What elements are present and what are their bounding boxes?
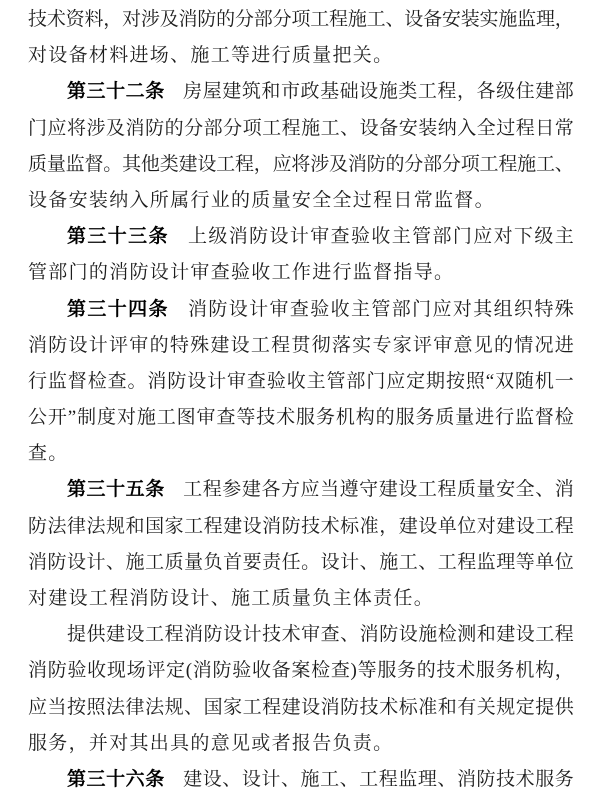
line-text: 消防设计审查验收主管部门应对其组织特殊	[185, 298, 573, 320]
article-heading-line	[28, 74, 573, 110]
line-text: 消防设计评审的特殊建设工程贯彻落实专家评审意见的情况进	[28, 334, 573, 356]
line-text: 上级消防设计审查验收主管部门应对下级主	[185, 226, 573, 248]
article-heading-gap	[169, 314, 186, 315]
line-text: 公开”制度对施工图审查等技术服务机构的服务质量进行监督检	[28, 407, 573, 429]
line-text: 质量监督。其他类建设工程，应将涉及消防的分部分项工程施工、	[28, 153, 573, 175]
line-text: 建设、设计、施工、工程监理、消防技术服务	[181, 768, 573, 790]
text-line	[28, 328, 573, 364]
line-text: 设备安装纳入所属行业的质量安全全过程日常监督。	[28, 189, 495, 211]
line-text: 消防验收现场评定(消防验收备案检查)等服务的技术服务机构，	[28, 660, 573, 682]
line-text: 防法律法规和国家工程建设消防技术标准，建设单位对建设工程	[28, 515, 573, 537]
line-text: 对建设工程消防设计、施工质量负主体责任。	[28, 588, 435, 609]
article-heading-line	[28, 219, 573, 255]
text-line	[28, 617, 573, 653]
text-line	[28, 545, 573, 581]
line-text: 对设备材料进场、施工等进行质量把关。	[28, 45, 394, 67]
line-text: 查。	[28, 443, 69, 465]
article-heading-gap	[165, 784, 182, 785]
article-number: 第三十六条	[67, 768, 165, 790]
line-text: 技术资料，对涉及消防的分部分项工程施工、设备安装实施监理，	[28, 9, 573, 30]
text-line	[28, 255, 573, 291]
article-number: 第三十五条	[67, 479, 165, 501]
article-heading-line	[28, 472, 573, 508]
text-line	[28, 2, 573, 38]
text-line	[28, 183, 573, 219]
text-line	[28, 509, 573, 545]
text-line	[28, 400, 573, 436]
article-number: 第三十二条	[67, 81, 165, 103]
article-heading-gap	[165, 494, 182, 495]
text-line	[28, 726, 573, 762]
article-heading-gap	[169, 241, 186, 242]
article-heading-line	[28, 292, 573, 328]
line-text: 管部门的消防设计审查验收工作进行监督指导。	[28, 262, 455, 284]
text-line	[28, 581, 573, 617]
line-text: 门应将涉及消防的分部分项工程施工、设备安装纳入全过程日常	[28, 117, 573, 139]
line-text: 房屋建筑和市政基础设施类工程，各级住建部	[181, 81, 573, 103]
text-line	[28, 147, 573, 183]
text-line	[28, 111, 573, 147]
text-line	[28, 436, 573, 472]
line-text: 服务，并对其出具的意见或者报告负责。	[28, 732, 394, 754]
article-number: 第三十四条	[67, 298, 169, 320]
text-line	[28, 38, 573, 74]
document-lines	[28, 2, 573, 798]
article-heading-gap	[165, 96, 182, 97]
line-text: 消防设计、施工质量负首要责任。设计、施工、工程监理等单位	[28, 551, 573, 573]
line-text: 提供建设工程消防设计技术审查、消防设施检测和建设工程	[67, 624, 573, 646]
article-number: 第三十三条	[67, 226, 169, 248]
line-text: 工程参建各方应当遵守建设工程质量安全、消	[181, 479, 573, 501]
line-text: 行监督检查。消防设计审查验收主管部门应定期按照“双随机一	[28, 370, 573, 392]
text-line	[28, 364, 573, 400]
text-line	[28, 690, 573, 726]
line-text: 应当按照法律法规、国家工程建设消防技术标准和有关规定提供	[28, 696, 573, 718]
text-line	[28, 653, 573, 689]
article-heading-line	[28, 762, 573, 798]
